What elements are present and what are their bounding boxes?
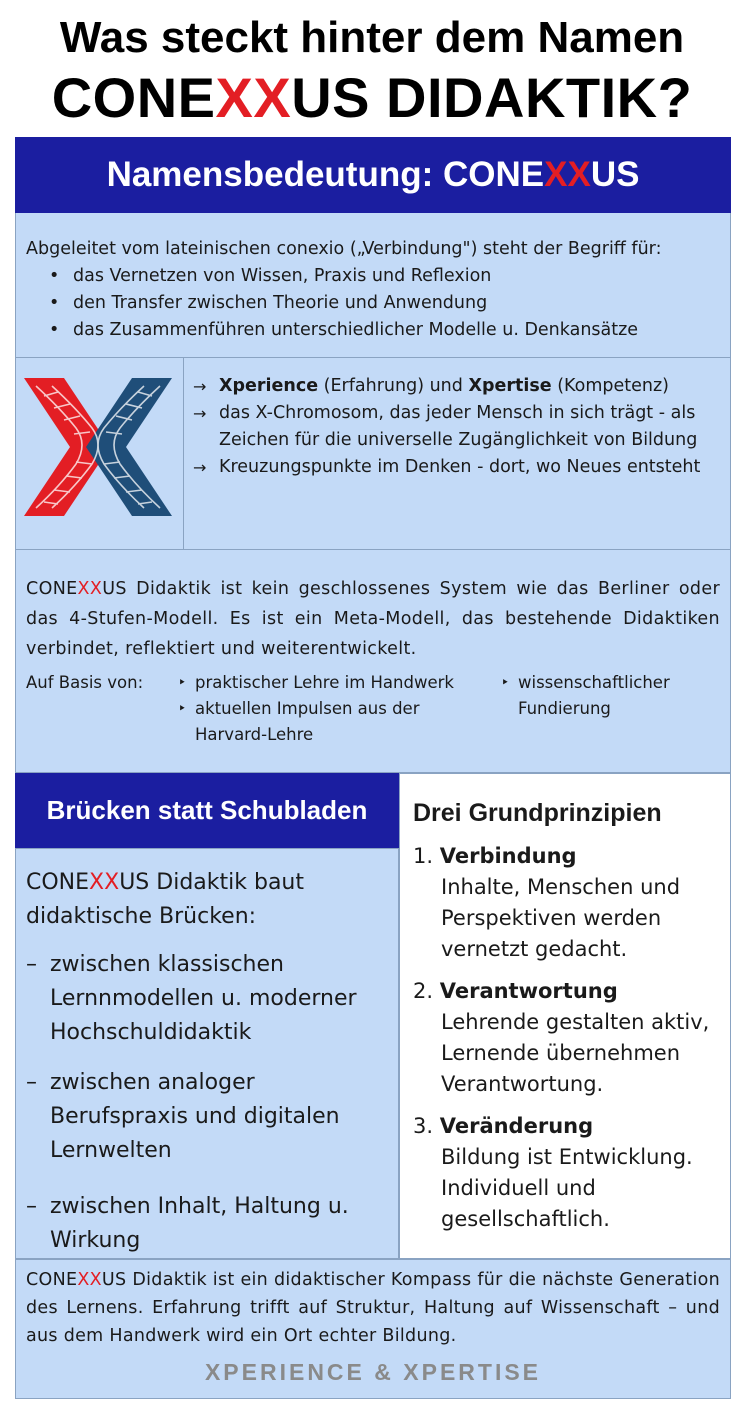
list-item: • das Vernetzen von Wissen, Praxis und Reflexion <box>49 263 726 290</box>
list-item: – zwischen Inhalt, Haltung u. Wirkung <box>26 1190 394 1258</box>
basis-column <box>178 670 494 748</box>
principle-item: 2. Verantwortung Lehrende gestalten aktiv, Lernende übernehmen Verantwortung. <box>413 979 710 1096</box>
list-item: ‣ wissenschaftlicher Fundierung <box>501 670 701 722</box>
summary-text: CONEXXUS Didaktik ist ein didaktischer Kompass für die nächste Generation des Lernens. Erfahrung trifft auf Struktur, Haltung auf Wissenschaft – und aus dem Handwerk wird ein Ort echter Bildung. <box>26 1270 720 1346</box>
basis-label: Auf Basis von: <box>26 673 144 692</box>
bridges-heading: Brücken statt Schubladen <box>15 773 399 848</box>
list-item: • das Zusammenführen unterschiedlicher Modelle u. Denkansätze <box>49 317 726 344</box>
list-item: • den Transfer zwischen Theorie und Anwendung <box>49 290 726 317</box>
page-subtitle: CONEXXUS DIDAKTIK? <box>51 66 693 129</box>
bridges-list <box>26 948 394 1274</box>
principle-item: 1. Verbindung Inhalte, Menschen und Perspektiven werden vernetzt gedacht. <box>413 844 681 961</box>
list-item: → Xperience (Erfahrung) und Xpertise (Kompetenz) <box>193 373 723 400</box>
list-item: → das X-Chromosom, das jeder Mensch in sich trägt - als Zeichen für die universelle Zugänglichkeit von Bildung <box>193 400 723 454</box>
divider <box>183 357 184 549</box>
list-item: ‣ aktuellen Impulsen aus der Harvard-Lehre <box>178 696 458 748</box>
name-meaning-heading: Namensbedeutung: CONEXXUS <box>15 137 731 213</box>
divider <box>15 848 399 849</box>
page-title: Was steckt hinter dem Namen <box>59 13 685 62</box>
divider <box>15 549 731 550</box>
list-item: – zwischen analoger Berufspraxis und digitalen Lernwelten <box>26 1066 394 1168</box>
list-item: → Kreuzungspunkte im Denken - dort, wo Neues entsteht <box>193 454 723 481</box>
principle-item: 3. Veränderung Bildung ist Entwicklung. Individuell und gesellschaftlich. <box>413 1114 693 1231</box>
bridges-intro: CONEXXUS Didaktik baut didaktische Brücken: <box>26 870 305 929</box>
intro-text: Abgeleitet vom lateinischen conexio („Verbindung") steht der Begriff für: • das Vernetzen von Wissen, Praxis und Reflexion • den Transfer zwischen Theorie und Anwendung • das Zusammenführen unterschiedlicher Modelle u. Denkansätze <box>26 236 726 344</box>
x-meanings-list <box>193 373 723 481</box>
principles-heading: Drei Grundprinzipien <box>413 799 662 827</box>
meta-model-text: CONEXXUS Didaktik ist kein geschlossenes System wie das Berliner oder das 4-Stufen-Modell. Es ist ein Meta-Modell, das bestehende Didaktiken verbindet, reflektiert und weiterentwickelt. <box>26 579 720 659</box>
divider <box>15 357 731 358</box>
list-item: ‣ praktischer Lehre im Handwerk <box>178 670 494 696</box>
tagline: XPERIENCE & XPERTISE <box>204 1359 542 1385</box>
conexxus-x-logo-icon <box>24 378 172 516</box>
list-item: – zwischen klassischen Lernnmodellen u. moderner Hochschuldidaktik <box>26 948 394 1050</box>
basis-column <box>501 670 701 722</box>
